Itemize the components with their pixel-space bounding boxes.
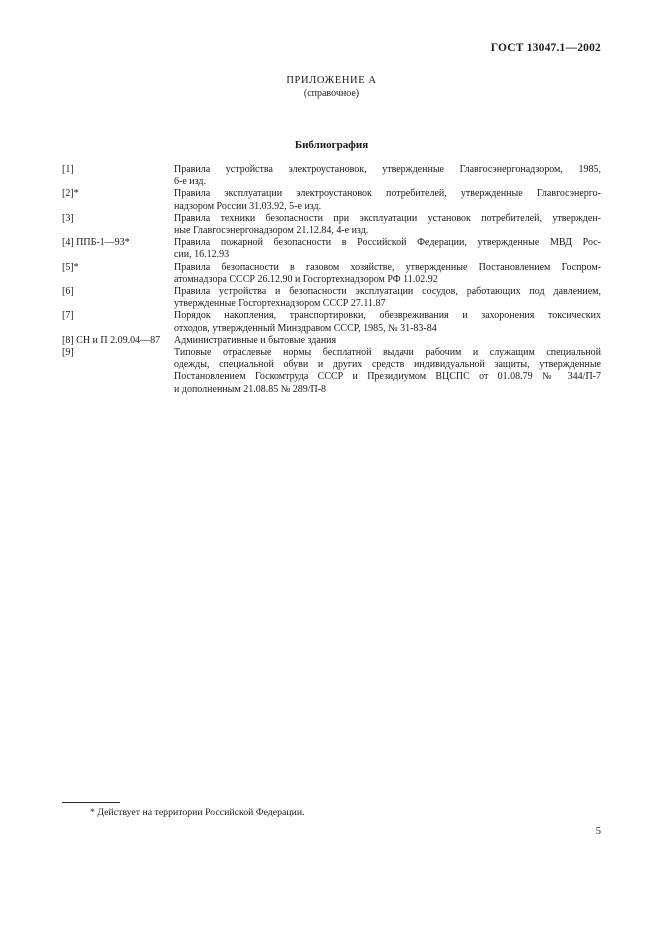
bibliography-item-text [174,213,601,237]
bibliography-item-line: сии, 16.12.93 [174,249,230,261]
bibliography-item-text [174,237,601,261]
bibliography-item-line: атомнадзора СССР 26.12.90 и Госгортехнадзором РФ 11.02.92 [174,273,438,285]
bibliography-item-line: ные Главгосэнергонадзором 21.12.84, 4-е изд. [174,225,369,237]
bibliography-item-line: 6-е изд. [174,176,206,188]
bibliography-item [62,213,601,237]
bibliography-item-text [174,347,601,396]
bibliography-item-line: Правила эксплуатации электроустановок потребителей, утвержденные Главгосэнерго- [174,188,601,200]
bibliography-item-line: Типовые отраслевые нормы бесплатной выдачи рабочим и служащим специальной [174,347,601,359]
bibliography-item-label: [4] ППБ-1—93* [62,237,130,249]
bibliography-item-line: и дополненным 21.08.85 № 289/П-8 [174,383,327,395]
bibliography-item [62,164,601,188]
bibliography-title: Библиография [294,139,369,151]
page-number: 5 [595,826,601,837]
bibliography-item-line: Правила техники безопасности при эксплуатации установок потребителей, утвержден- [174,212,601,224]
bibliography-item-line: Правила безопасности в газовом хозяйстве, утвержденные Постановлением Госпром- [174,261,601,273]
document-header: ГОСТ 13047.1—2002 [490,42,601,54]
footnote-rule [62,802,120,803]
bibliography-item-label: [5]* [62,261,79,273]
bibliography-item-label: [7] [62,310,74,322]
bibliography-item-text [174,286,601,310]
bibliography-item-line: надзором России 31.03.92, 5-е изд. [174,200,322,212]
bibliography-item [62,262,601,286]
bibliography-item-line: Правила устройства электроустановок, утвержденные Главгосэнергонадзором, 1985, [174,164,601,175]
bibliography-item-line: одежды, специальной обуви и других средств индивидуальной защиты, утвержденные [174,359,601,371]
bibliography-item-line: Правила устройства и безопасности эксплуатации сосудов, работающих под давлением, [174,286,601,298]
bibliography-item [62,237,601,261]
appendix-subtitle: (справочное) [303,88,360,99]
bibliography-item-line: отходов, утвержденный Минздравом СССР, 1985, № 31-83-84 [174,322,437,334]
bibliography-item-label: [8] СН и П 2.09.04—87 [62,334,161,346]
bibliography-item-label: [9] [62,347,74,359]
bibliography-item-text [174,262,601,286]
bibliography-item-line: Правила пожарной безопасности в Российской Федерации, утвержденные МВД Рос- [174,237,601,249]
bibliography-item [62,347,601,396]
bibliography-item-text [174,310,601,334]
bibliography-item-line: Административные и бытовые здания [174,334,337,346]
bibliography-item-text [174,188,601,212]
bibliography-item [62,310,601,334]
bibliography-item [62,188,601,212]
bibliography-item-label: [2]* [62,188,79,200]
bibliography-item-label: [1] [62,164,74,175]
bibliography-item-text [174,335,601,347]
bibliography-list [62,164,601,396]
bibliography-item-text [174,164,601,188]
bibliography-item-label: [6] [62,286,74,298]
bibliography-item [62,335,601,347]
appendix-title: ПРИЛОЖЕНИЕ А [286,75,377,86]
bibliography-item [62,286,601,310]
bibliography-item-line: Порядок накопления, транспортировки, обезвреживания и захоронения токсических [174,310,601,322]
bibliography-item-line: Постановлением Госкомтруда СССР и Президиумом ВЦСПС от 01.08.79 № 344/П-7 [174,371,601,383]
bibliography-item-line: утвержденные Госгортехнадзором СССР 27.11.87 [174,298,386,310]
bibliography-item-label: [3] [62,212,74,224]
footnote-text: * Действует на территории Российской Федерации. [90,807,305,818]
